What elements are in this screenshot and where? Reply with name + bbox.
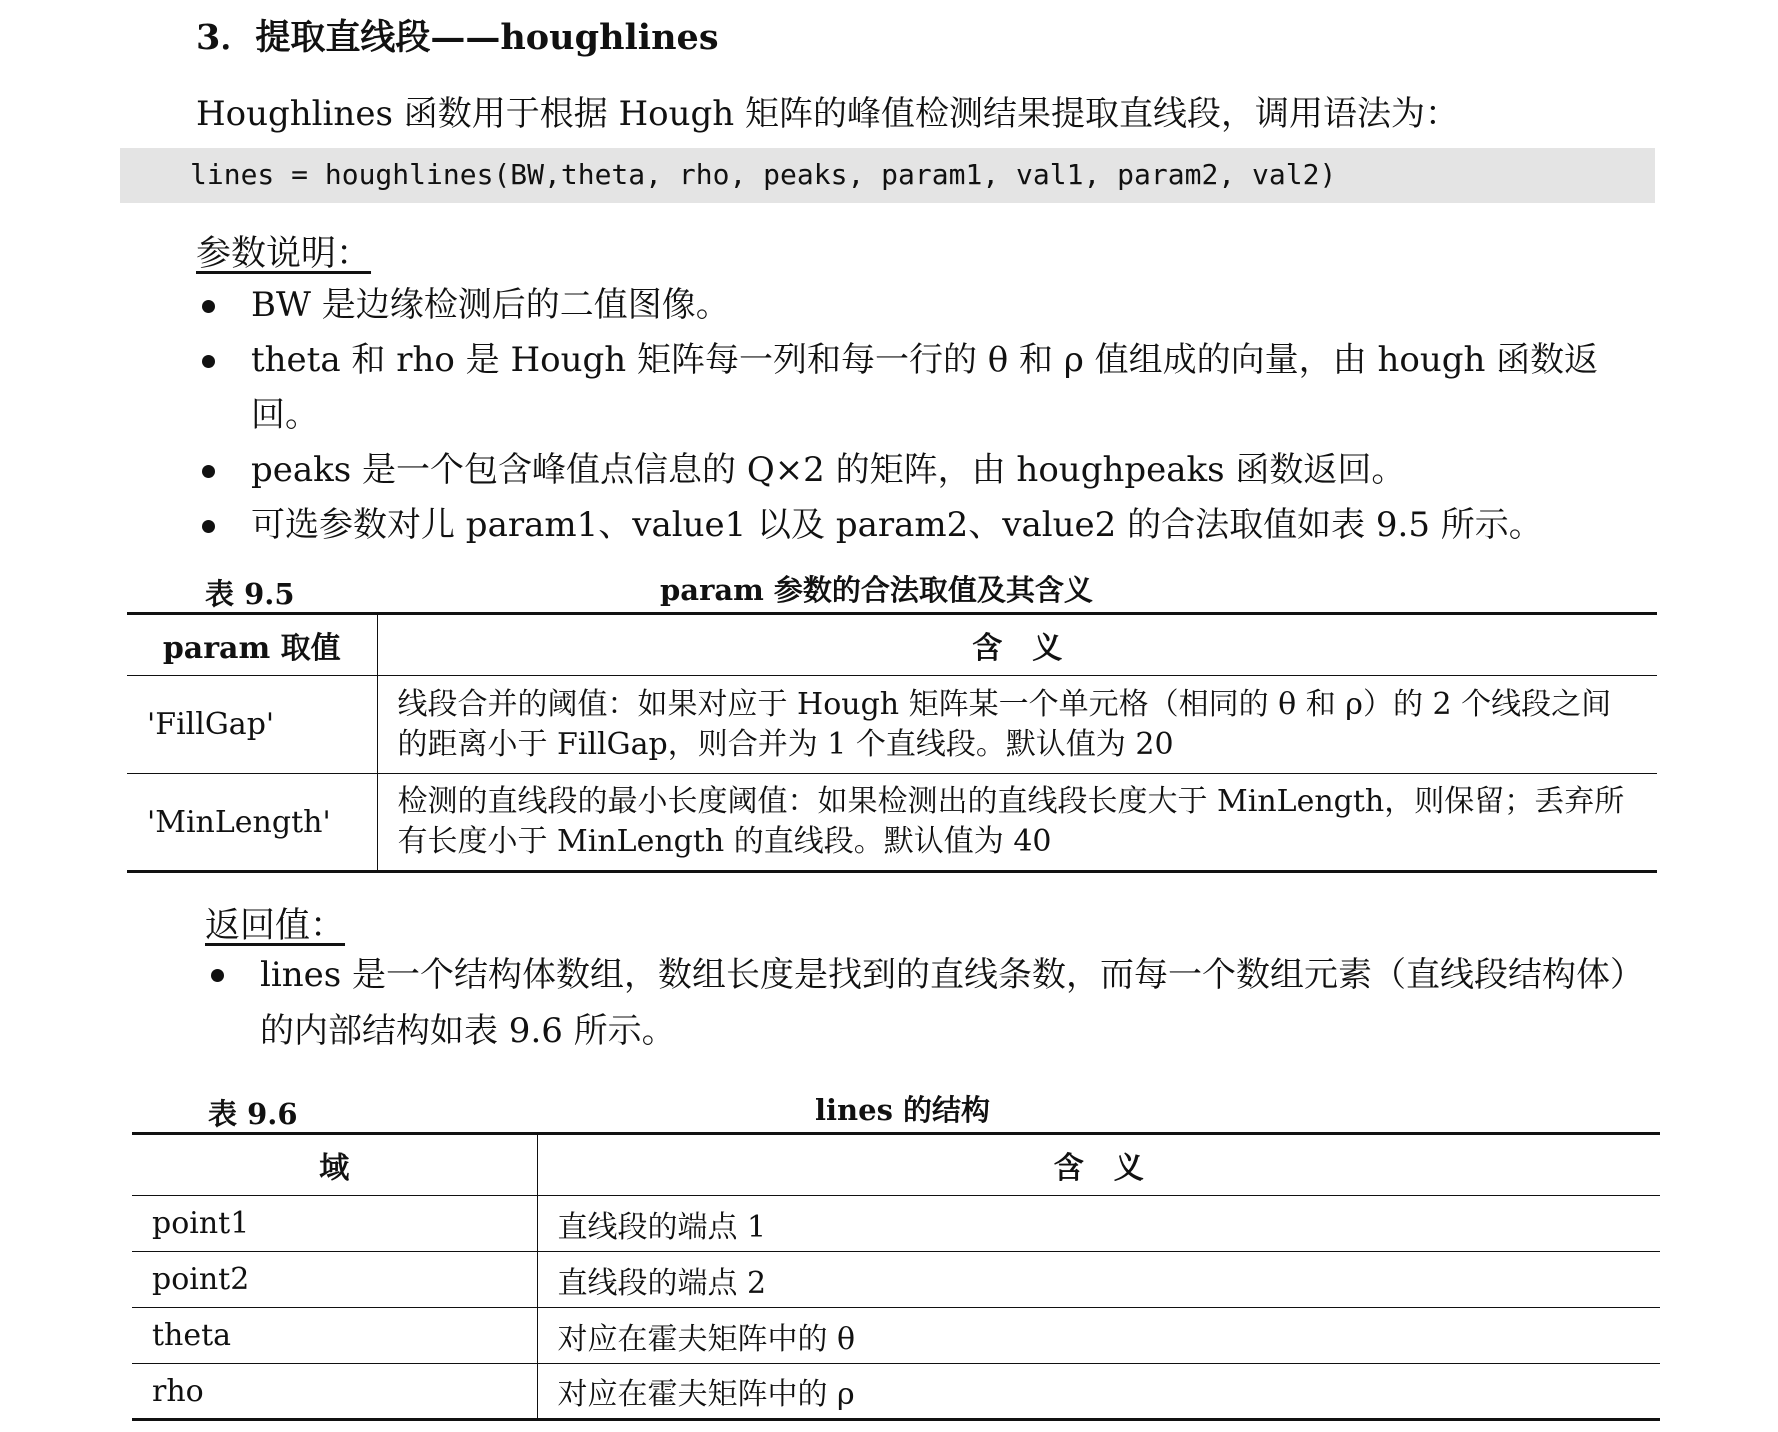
table-header-cell: 含 义 <box>377 614 1657 676</box>
list-item <box>196 498 1666 553</box>
table-cell: point1 <box>132 1196 537 1252</box>
table-cell: point2 <box>132 1252 537 1308</box>
table-cell: rho <box>132 1364 537 1420</box>
table2-title: lines 的结构 <box>815 1093 990 1127</box>
lines-structure-table <box>132 1132 1660 1421</box>
table-cell: 直线段的端点 2 <box>537 1252 1660 1308</box>
list-item-text: theta 和 rho 是 Hough 矩阵每一列和每一行的 θ 和 ρ 值组成的向量，由 hough 函数返回。 <box>251 340 1599 435</box>
params-list <box>196 278 1666 553</box>
table2-label: 表 9.6 <box>208 1097 298 1131</box>
table-cell: 对应在霍夫矩阵中的 θ <box>537 1308 1660 1364</box>
bullet-icon <box>202 355 215 368</box>
table-cell: 直线段的端点 1 <box>537 1196 1660 1252</box>
table1-label: 表 9.5 <box>205 577 295 611</box>
code-syntax: lines = houghlines(BW,theta, rho, peaks, param1, val1, param2, val2) <box>190 158 1337 191</box>
bullet-icon <box>202 300 215 313</box>
list-item-text: lines 是一个结构体数组，数组长度是找到的直线条数，而每一个数组元素（直线段结构体）的内部结构如表 9.6 所示。 <box>260 955 1645 1051</box>
table1-title: param 参数的合法取值及其含义 <box>660 573 1093 607</box>
list-item-text: peaks 是一个包含峰值点信息的 Q×2 的矩阵，由 houghpeaks 函数返回。 <box>251 450 1406 490</box>
table-cell: 线段合并的阈值：如果对应于 Hough 矩阵某一个单元格（相同的 θ 和 ρ）的 2 个线段之间的距离小于 FillGap，则合并为 1 个直线段。默认值为 20 <box>377 676 1657 774</box>
table-header-cell: 域 <box>132 1134 537 1196</box>
list-item <box>196 278 1666 333</box>
table-row <box>132 1308 1660 1364</box>
list-item-text: 可选参数对儿 param1、value1 以及 param2、value2 的合法取值如表 9.5 所示。 <box>251 505 1543 545</box>
table-cell: theta <box>132 1308 537 1364</box>
list-item <box>196 333 1666 443</box>
params-title: 参数说明： <box>196 234 372 274</box>
table-header-row <box>127 614 1657 676</box>
table-row <box>132 1252 1660 1308</box>
table-cell: 检测的直线段的最小长度阈值：如果检测出的直线段长度大于 MinLength，则保留；丢弃所有长度小于 MinLength 的直线段。默认值为 40 <box>377 774 1657 872</box>
table-header-row <box>132 1134 1660 1196</box>
table-cell: 'FillGap' <box>127 676 377 774</box>
bullet-icon <box>202 465 215 478</box>
table-cell: 对应在霍夫矩阵中的 ρ <box>537 1364 1660 1420</box>
table-row <box>132 1196 1660 1252</box>
bullet-icon <box>211 969 224 982</box>
list-item-text: BW 是边缘检测后的二值图像。 <box>251 285 730 325</box>
list-item <box>205 947 1665 1059</box>
param-table <box>127 612 1657 873</box>
table-header-cell: param 取值 <box>127 614 377 676</box>
section-heading: 3．提取直线段——houghlines <box>196 17 719 58</box>
returns-list <box>205 947 1665 1059</box>
list-item <box>196 443 1666 498</box>
table-row <box>127 676 1657 774</box>
table-row <box>127 774 1657 872</box>
table-header-cell: 含 义 <box>537 1134 1660 1196</box>
bullet-icon <box>202 520 215 533</box>
intro-paragraph: Houghlines 函数用于根据 Hough 矩阵的峰值检测结果提取直线段，调用语法为： <box>196 94 1459 134</box>
table-row <box>132 1364 1660 1420</box>
table-cell: 'MinLength' <box>127 774 377 872</box>
returns-title: 返回值： <box>205 906 346 946</box>
